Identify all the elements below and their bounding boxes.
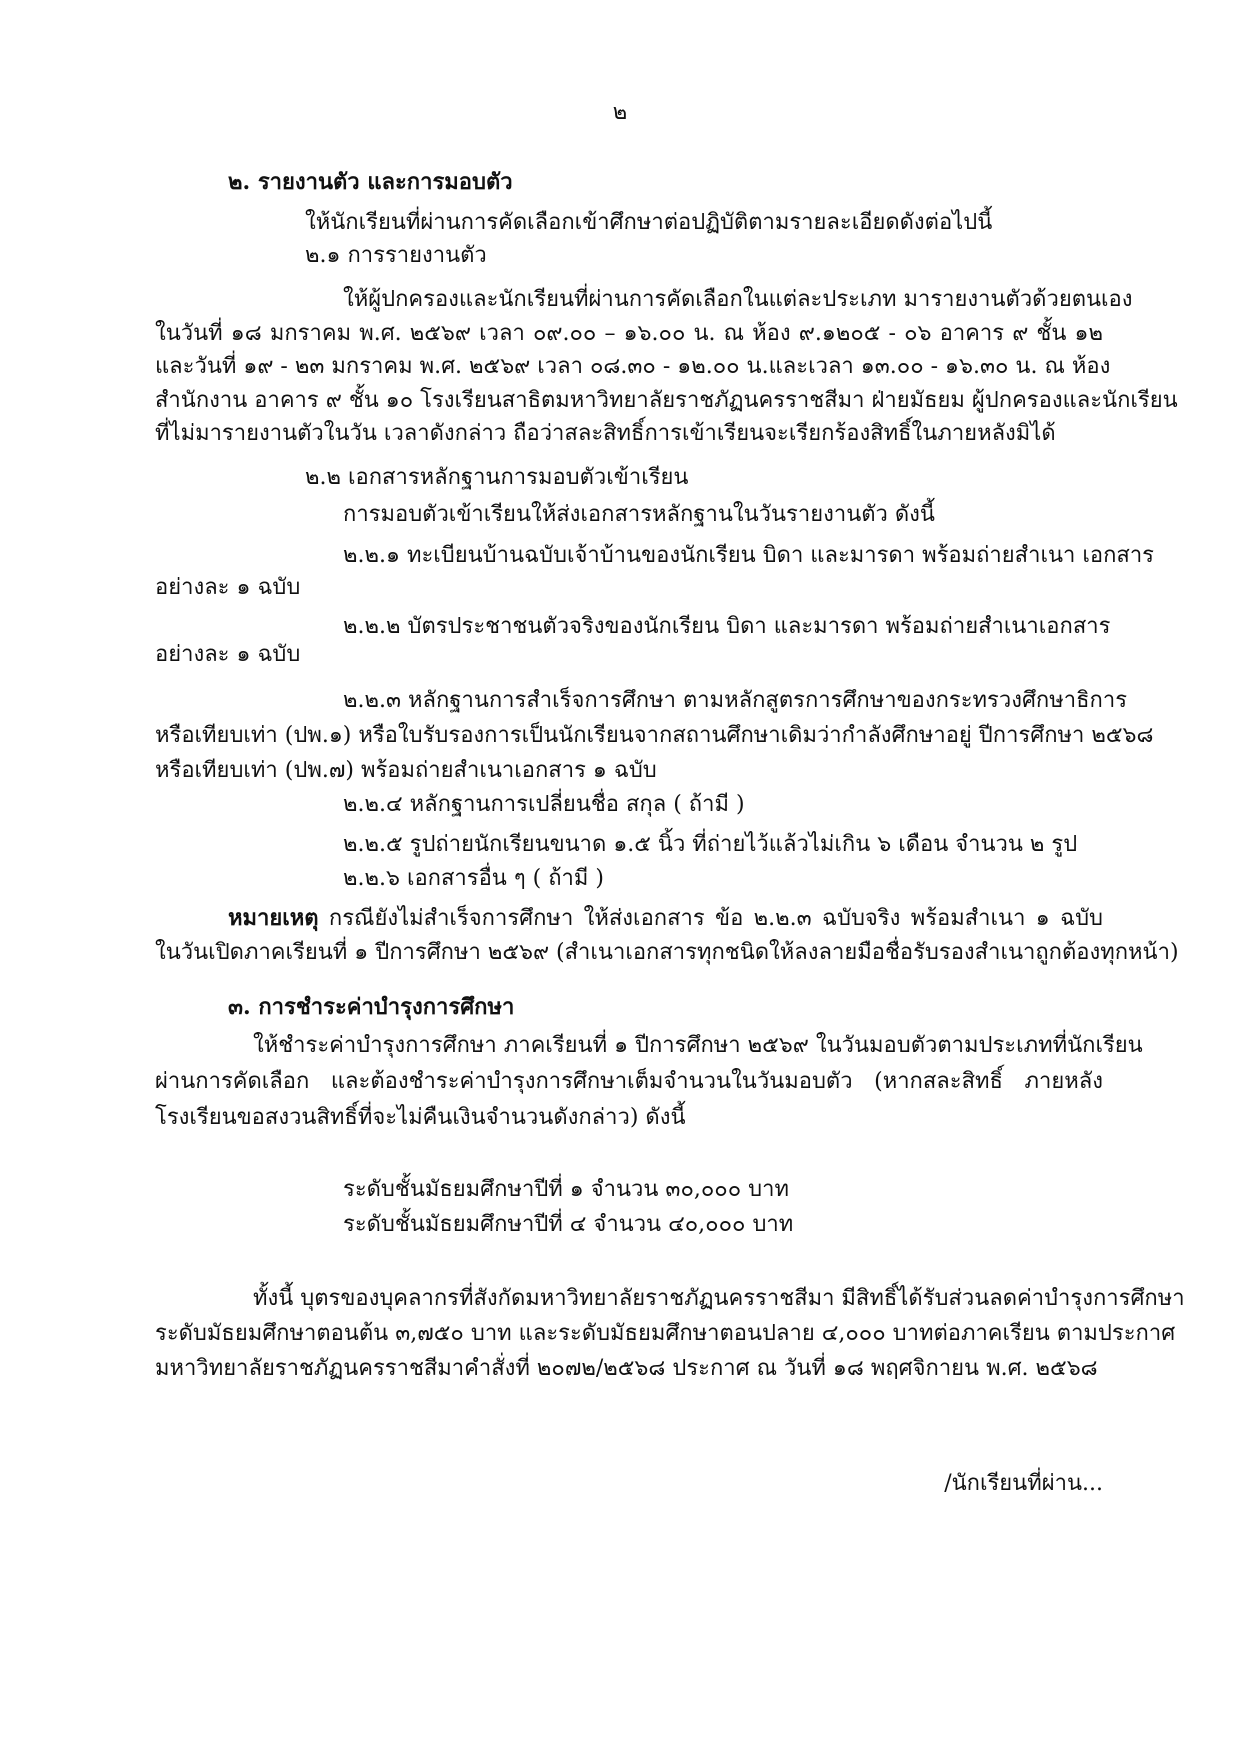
discount-line: ทั้งนี้ บุตรของบุคลากรที่สังกัดมหาวิทยาลัยราชภัฏนครราชสีมา มีสิทธิ์ได้รับส่วนลดค่าบำรุงการศึกษา [253, 1286, 1185, 1311]
fee-m4: ระดับชั้นมัธยมศึกษาปีที่ ๔ จำนวน ๔๐,๐๐๐ บาท [343, 1212, 794, 1237]
doc-item-5: ๒.๒.๕ รูปถ่ายนักเรียนขนาด ๑.๕ นิ้ว ที่ถ่ายไว้แล้วไม่เกิน ๖ เดือน จำนวน ๒ รูป [343, 832, 1078, 857]
doc-item-2-cont: อย่างละ ๑ ฉบับ [155, 642, 301, 667]
continuation-text: /นักเรียนที่ผ่าน... [944, 1471, 1103, 1496]
section3-heading: ๓. การชำระค่าบำรุงการศึกษา [228, 994, 515, 1020]
doc-item-3-cont: หรือเทียบเท่า (ปพ.๑) หรือใบรับรองการเป็นนักเรียนจากสถานศึกษาเดิมว่ากำลังศึกษาอยู่ ปีการศึกษา ๒๕๖๘ [155, 723, 1154, 748]
section3-line: ผ่านการคัดเลือก และต้องชำระค่าบำรุงการศึกษาเต็มจำนวนในวันมอบตัว (หากสละสิทธิ์ ภายหลัง [155, 1069, 1103, 1094]
doc-item-3: ๒.๒.๓ หลักฐานการสำเร็จการศึกษา ตามหลักสูตรการศึกษาของกระทรวงศึกษาธิการ [343, 688, 1128, 713]
sub1-line: และวันที่ ๑๙ - ๒๓ มกราคม พ.ศ. ๒๕๖๙ เวลา ๐๘.๓๐ - ๑๒.๐๐ น.และเวลา ๑๓.๐๐ - ๑๖.๓๐ น. ณ ห้อง [155, 354, 1111, 379]
doc-item-1: ๒.๒.๑ ทะเบียนบ้านฉบับเจ้าบ้านของนักเรียน บิดา และมารดา พร้อมถ่ายสำเนา เอกสาร [343, 543, 1155, 568]
sub1-line: ให้ผู้ปกครองและนักเรียนที่ผ่านการคัดเลือกในแต่ละประเภท มารายงานตัวด้วยตนเอง [343, 287, 1133, 312]
note-line-1 [228, 903, 1103, 934]
doc-item-4: ๒.๒.๔ หลักฐานการเปลี่ยนชื่อ สกุล ( ถ้ามี ) [343, 792, 745, 817]
fee-m1: ระดับชั้นมัธยมศึกษาปีที่ ๑ จำนวน ๓๐,๐๐๐ บาท [343, 1177, 789, 1202]
note-label: หมายเหตุ [228, 905, 319, 931]
sub1-line: สำนักงาน อาคาร ๙ ชั้น ๑๐ โรงเรียนสาธิตมหาวิทยาลัยราชภัฏนครราชสีมา ฝ่ายมัธยม ผู้ปกครองและนักเรียน [155, 388, 1178, 413]
sub2-intro: การมอบตัวเข้าเรียนให้ส่งเอกสารหลักฐานในวันรายงานตัว ดังนี้ [343, 502, 935, 527]
doc-item-2: ๒.๒.๒ บัตรประชาชนตัวจริงของนักเรียน บิดา และมารดา พร้อมถ่ายสำเนาเอกสาร [343, 614, 1111, 639]
sub1-heading: ๒.๑ การรายงานตัว [305, 243, 487, 268]
section3-line: โรงเรียนขอสงวนสิทธิ์ที่จะไม่คืนเงินจำนวนดังกล่าว) ดังนี้ [155, 1105, 686, 1130]
discount-line: มหาวิทยาลัยราชภัฏนครราชสีมาคำสั่งที่ ๒๐๗๒/๒๕๖๘ ประกาศ ณ วันที่ ๑๘ พฤศจิกายน พ.ศ. ๒๕๖๘ [155, 1356, 1098, 1381]
sub1-line: ในวันที่ ๑๘ มกราคม พ.ศ. ๒๕๖๙ เวลา ๐๙.๐๐ – ๑๖.๐๐ น. ณ ห้อง ๙.๑๒๐๕ - ๐๖ อาคาร ๙ ชั้น ๑๒ [155, 321, 1103, 346]
note-line-2: ในวันเปิดภาคเรียนที่ ๑ ปีการศึกษา ๒๕๖๙ (สำเนาเอกสารทุกชนิดให้ลงลายมือชื่อรับรองสำเนาถูกต้องทุกหน้า) [155, 940, 1179, 965]
discount-line: ระดับมัธยมศึกษาตอนต้น ๓,๗๕๐ บาท และระดับมัธยมศึกษาตอนปลาย ๔,๐๐๐ บาทต่อภาคเรียน ตามประกาศ [155, 1321, 1176, 1346]
section2-heading: ๒. รายงานตัว และการมอบตัว [228, 169, 513, 195]
page-number: ๒ [612, 100, 628, 125]
sub2-heading: ๒.๒ เอกสารหลักฐานการมอบตัวเข้าเรียน [305, 465, 689, 490]
doc-item-1-cont: อย่างละ ๑ ฉบับ [155, 575, 301, 600]
section3-line: ให้ชำระค่าบำรุงการศึกษา ภาคเรียนที่ ๑ ปีการศึกษา ๒๕๖๙ ในวันมอบตัวตามประเภทที่นักเรียน [253, 1033, 1143, 1058]
section2-intro: ให้นักเรียนที่ผ่านการคัดเลือกเข้าศึกษาต่อปฏิบัติตามรายละเอียดดังต่อไปนี้ [305, 210, 993, 235]
doc-item-6: ๒.๒.๖ เอกสารอื่น ๆ ( ถ้ามี ) [343, 866, 604, 891]
doc-item-3-cont: หรือเทียบเท่า (ปพ.๗) พร้อมถ่ายสำเนาเอกสาร ๑ ฉบับ [155, 758, 657, 783]
note-text: กรณียังไม่สำเร็จการศึกษา ให้ส่งเอกสาร ข้อ ๒.๒.๓ ฉบับจริง พร้อมสำเนา ๑ ฉบับ [328, 906, 1103, 931]
sub1-line: ที่ไม่มารายงานตัวในวัน เวลาดังกล่าว ถือว่าสละสิทธิ์การเข้าเรียนจะเรียกร้องสิทธิ์ในภายหลังมิได้ [155, 421, 1056, 446]
